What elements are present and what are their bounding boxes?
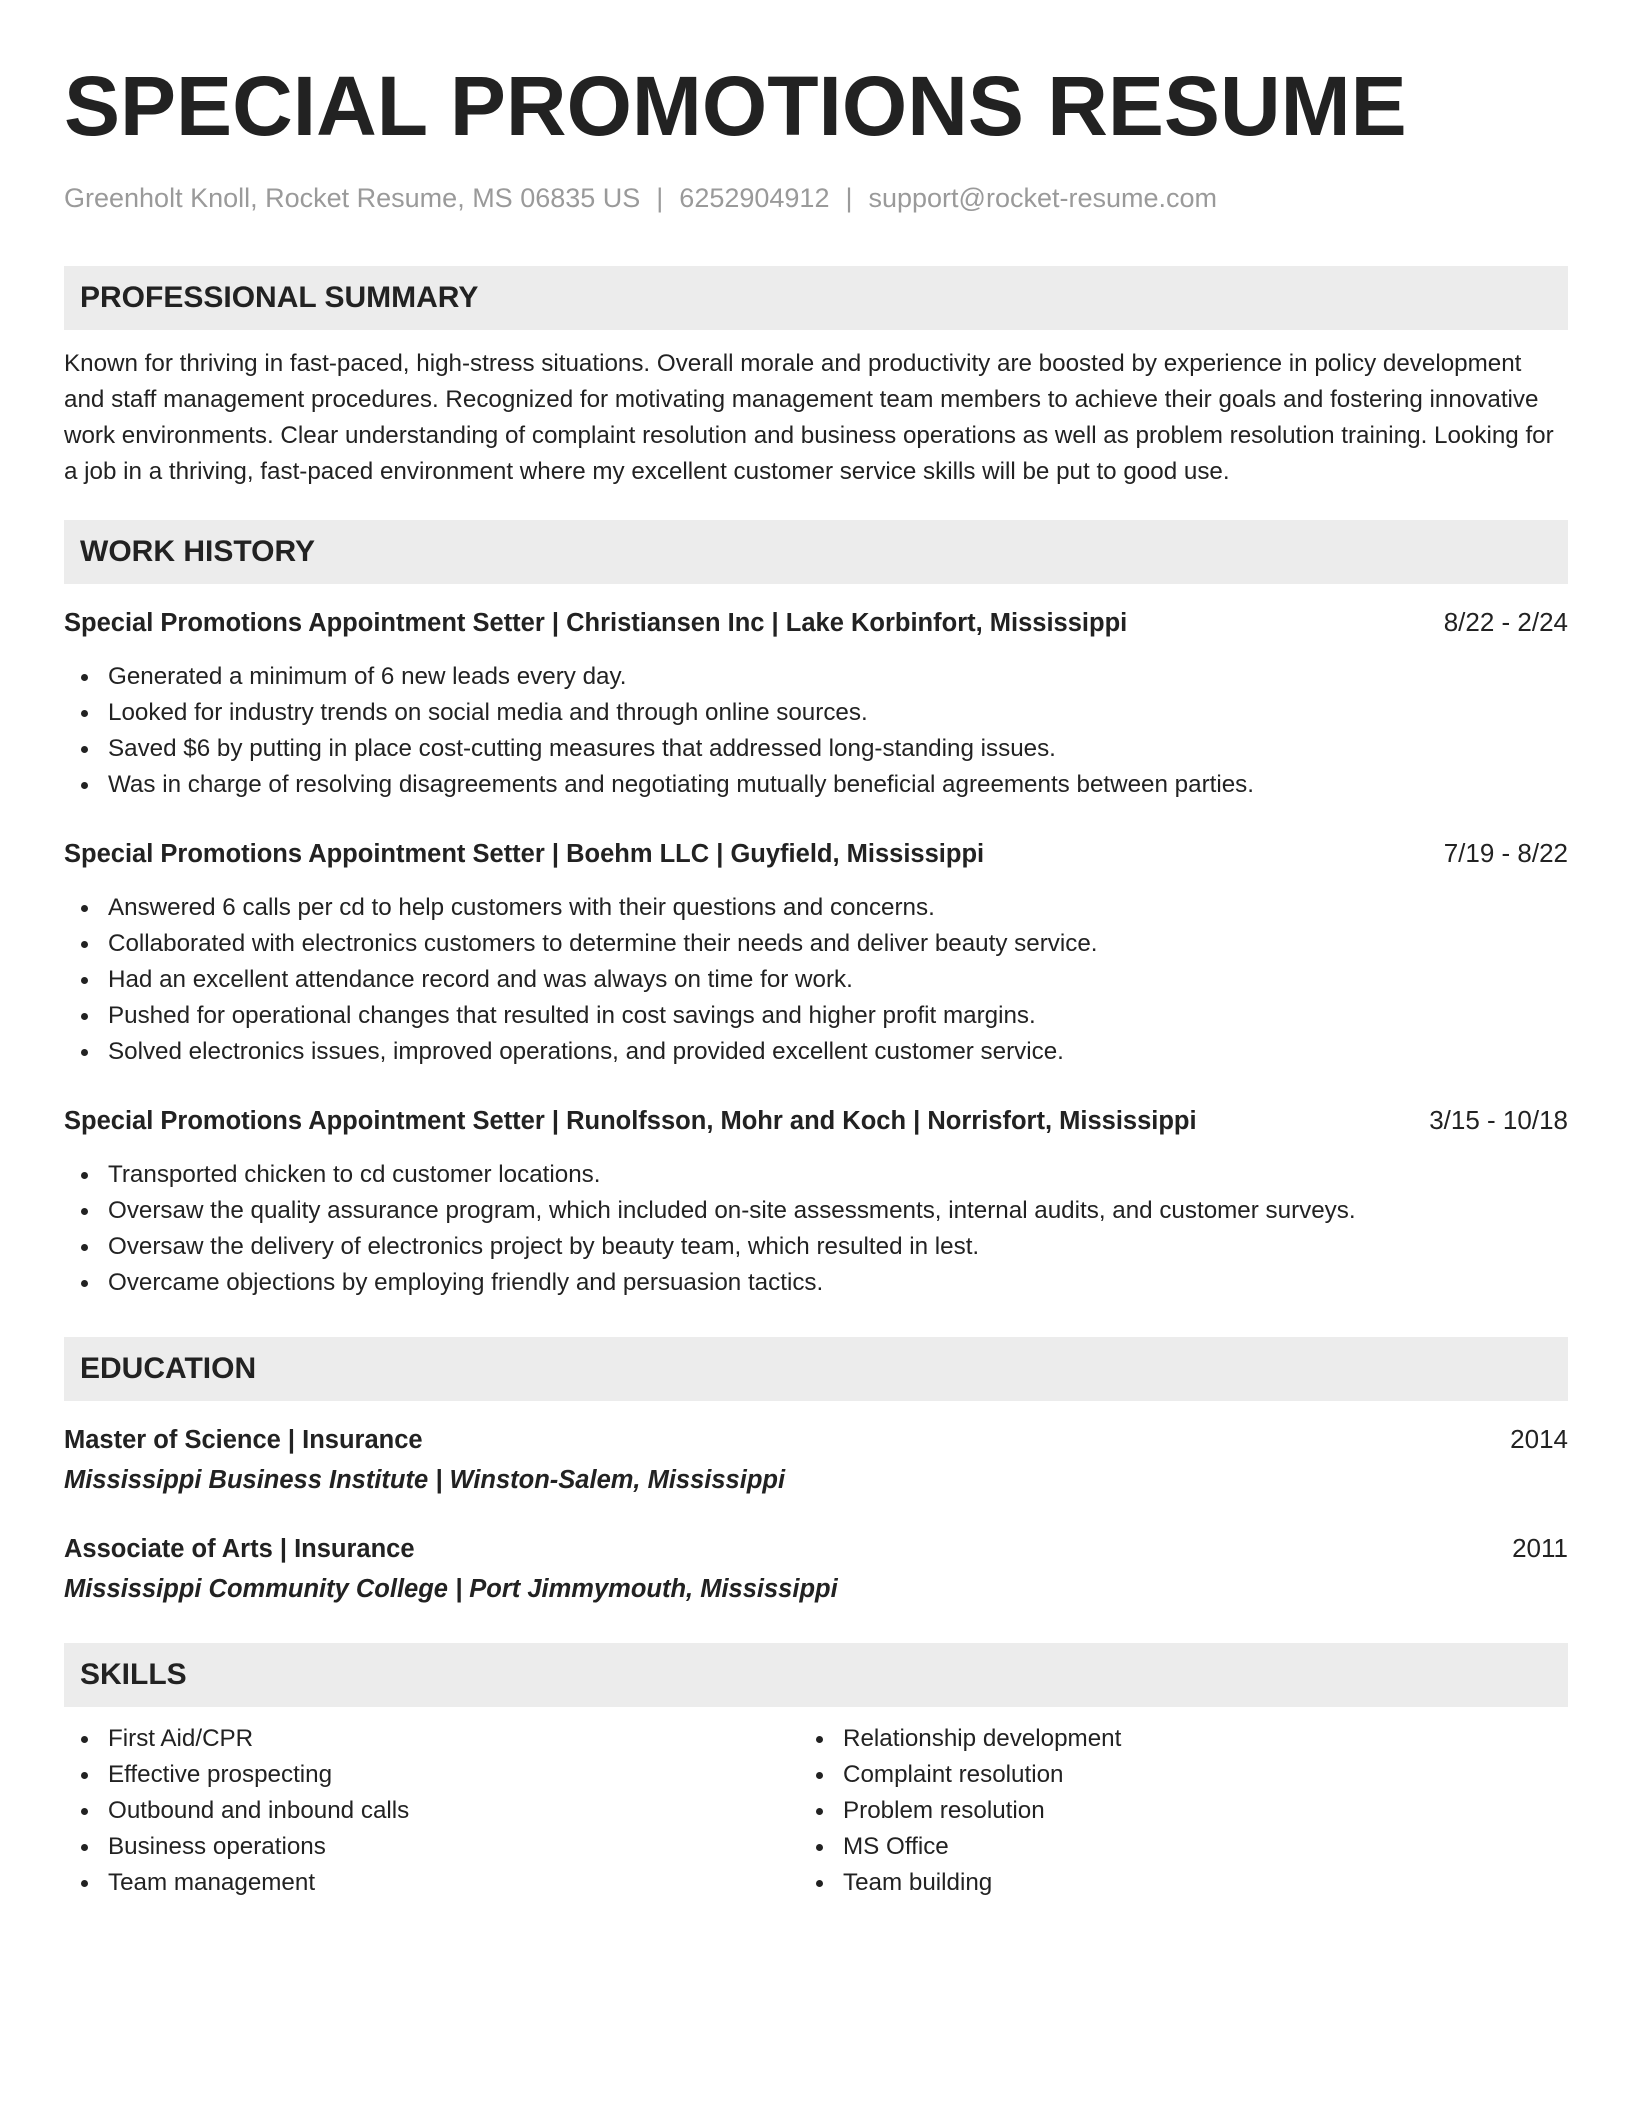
- skill-item: Problem resolution: [799, 1793, 1534, 1829]
- skill-item: Outbound and inbound calls: [64, 1793, 799, 1829]
- job-title: Special Promotions Appointment Setter | Christiansen Inc | Lake Korbinfort, Mississippi: [64, 609, 1128, 637]
- job-dates: 8/22 - 2/24: [1443, 607, 1568, 637]
- job-dates: 3/15 - 10/18: [1429, 1105, 1568, 1135]
- job-bullet: Transported chicken to cd customer locations.: [64, 1157, 1568, 1193]
- job-bullet: Generated a minimum of 6 new leads every day.: [64, 659, 1568, 695]
- job-bullet: Oversaw the delivery of electronics project by beauty team, which resulted in lest.: [64, 1229, 1568, 1265]
- contact-phone: 6252904912: [679, 183, 830, 213]
- skill-item: Team management: [64, 1865, 799, 1901]
- skill-item: Effective prospecting: [64, 1757, 799, 1793]
- resume-title: SPECIAL PROMOTIONS RESUME: [64, 59, 1407, 153]
- skill-item: Relationship development: [799, 1721, 1534, 1757]
- job-entry: [64, 835, 1568, 1070]
- section-header-work-history: WORK HISTORY: [64, 520, 1568, 584]
- skill-item: Team building: [799, 1865, 1534, 1901]
- education-year: 2011: [1512, 1533, 1568, 1563]
- skill-item: MS Office: [799, 1829, 1534, 1865]
- job-bullet: Answered 6 calls per cd to help customers with their questions and concerns.: [64, 890, 1568, 926]
- skills-column-right: [799, 1721, 1534, 1901]
- education-year: 2014: [1510, 1424, 1568, 1454]
- education-degree: Associate of Arts | Insurance: [64, 1535, 415, 1563]
- job-title: Special Promotions Appointment Setter | Boehm LLC | Guyfield, Mississippi: [64, 840, 985, 868]
- education-degree: Master of Science | Insurance: [64, 1426, 423, 1454]
- job-bullet: Saved $6 by putting in place cost-cutting measures that addressed long-standing issues.: [64, 731, 1568, 767]
- education-entry: [64, 1530, 1568, 1607]
- job-bullets: [64, 1157, 1568, 1301]
- skill-item: First Aid/CPR: [64, 1721, 799, 1757]
- job-bullet: Looked for industry trends on social media and through online sources.: [64, 695, 1568, 731]
- contact-address: Greenholt Knoll, Rocket Resume, MS 06835 US: [64, 183, 641, 213]
- section-header-education: EDUCATION: [64, 1337, 1568, 1401]
- contact-separator: |: [845, 183, 853, 213]
- contact-email: support@rocket-resume.com: [868, 183, 1218, 213]
- job-bullet: Oversaw the quality assurance program, which included on-site assessments, internal audits, and customer surveys.: [64, 1193, 1568, 1229]
- contact-separator: |: [656, 183, 664, 213]
- section-header-summary: PROFESSIONAL SUMMARY: [64, 266, 1568, 330]
- job-bullets: [64, 890, 1568, 1070]
- job-bullet: Solved electronics issues, improved operations, and provided excellent customer service.: [64, 1034, 1568, 1070]
- job-bullet: Had an excellent attendance record and was always on time for work.: [64, 962, 1568, 998]
- job-bullet: Was in charge of resolving disagreements and negotiating mutually beneficial agreements between parties.: [64, 767, 1568, 803]
- job-bullet: Overcame objections by employing friendly and persuasion tactics.: [64, 1265, 1568, 1301]
- job-entry: [64, 1102, 1568, 1301]
- skills-list: [64, 1721, 1568, 1901]
- skill-item: Complaint resolution: [799, 1757, 1534, 1793]
- contact-line: [64, 180, 1568, 216]
- section-header-skills: SKILLS: [64, 1643, 1568, 1707]
- job-dates: 7/19 - 8/22: [1443, 838, 1568, 868]
- summary-text: Known for thriving in fast-paced, high-stress situations. Overall morale and productivity are boosted by experience in policy development and staff management procedures. Recognized for motivating management team members to achieve their goals and fostering innovative work environments. Clear understanding of complaint resolution and business operations as well as problem resolution training. Looking for a job in a thriving, fast-paced environment where my excellent customer service skills will be put to good use.: [64, 350, 1554, 485]
- education-school: Mississippi Business Institute | Winston-Salem, Mississippi: [64, 1466, 786, 1494]
- job-bullet: Collaborated with electronics customers to determine their needs and deliver beauty service.: [64, 926, 1568, 962]
- education-entry: [64, 1421, 1568, 1498]
- job-title: Special Promotions Appointment Setter | Runolfsson, Mohr and Koch | Norrisfort, Mississippi: [64, 1107, 1197, 1135]
- job-bullet: Pushed for operational changes that resulted in cost savings and higher profit margins.: [64, 998, 1568, 1034]
- job-entry: [64, 604, 1568, 803]
- education-school: Mississippi Community College | Port Jimmymouth, Mississippi: [64, 1575, 838, 1603]
- skill-item: Business operations: [64, 1829, 799, 1865]
- skills-column-left: [64, 1721, 799, 1901]
- job-bullets: [64, 659, 1568, 803]
